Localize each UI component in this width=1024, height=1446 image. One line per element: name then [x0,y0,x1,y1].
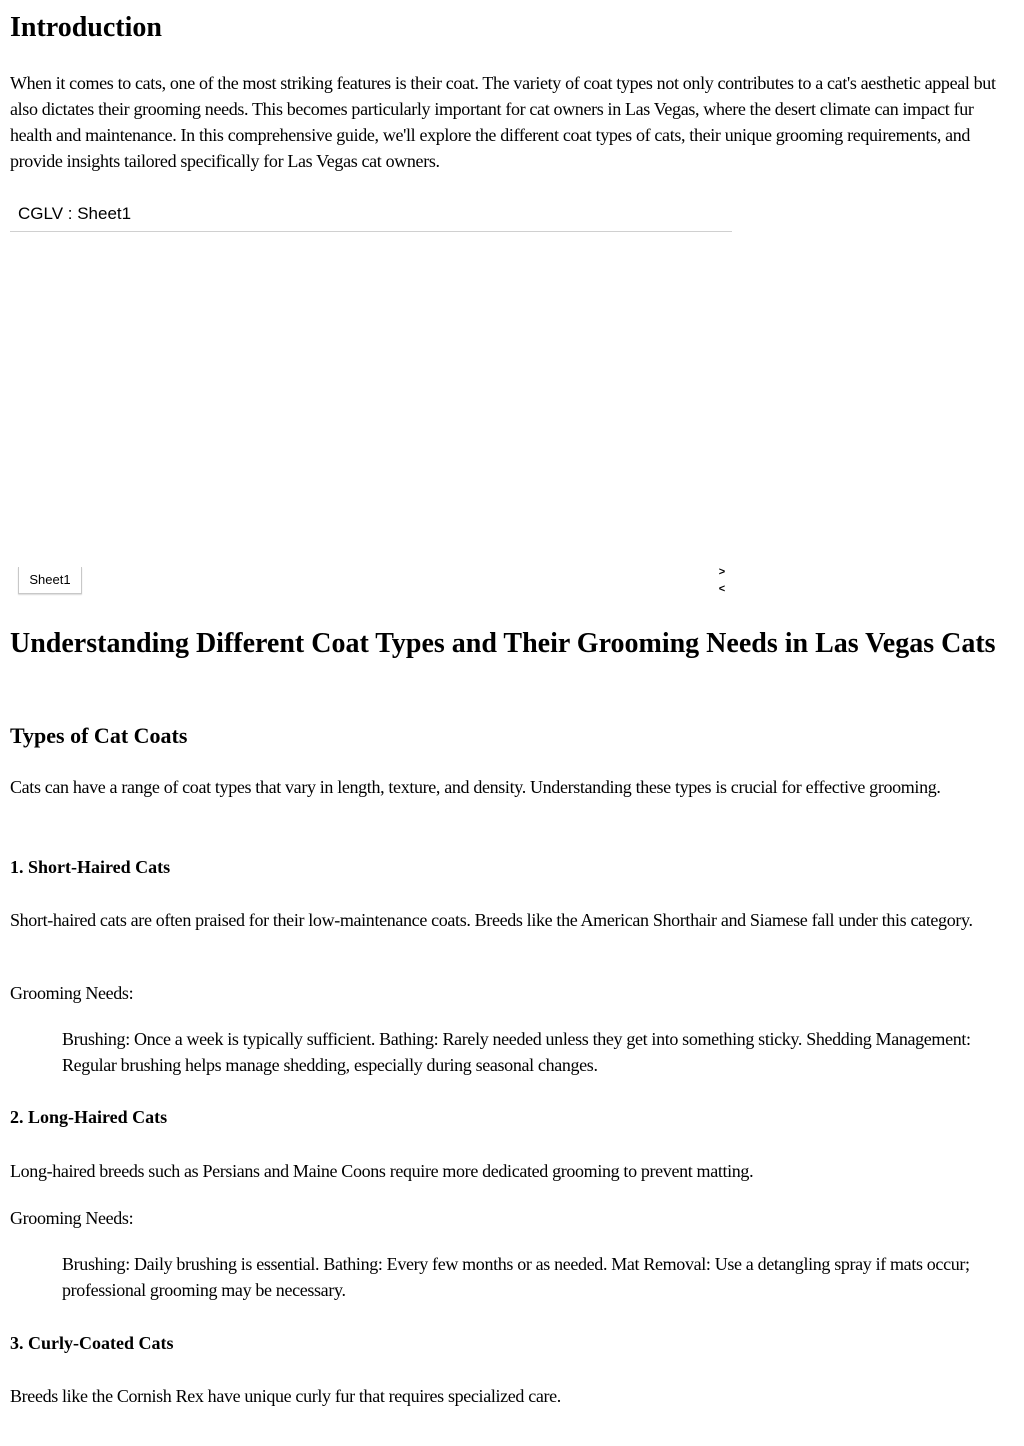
prev-sheet-arrow-icon[interactable]: < [718,583,726,595]
types-intro-paragraph: Cats can have a range of coat types that vary in length, texture, and density. Understanding these types is crucial for effective grooming. [10,777,941,797]
section-title-curly-coated: 3. Curly-Coated Cats [10,1333,174,1353]
grooming-needs-long-haired: Brushing: Daily brushing is essential. Bathing: Every few months or as needed. Mat Removal: Use a detangling spray if mats occur; professional grooming may be necessary. [62,1254,970,1300]
types-subheading: Types of Cat Coats [10,723,188,748]
intro-paragraph: When it comes to cats, one of the most striking features is their coat. The variety of coat types not only contributes to a cat's aesthetic appeal but also dictates their grooming needs. This becomes particularly important for cat owners in Las Vegas, where the desert climate can impact fur health and maintenance. In this comprehensive guide, we'll explore the different coat types of cats, their unique grooming requirements, and provide insights tailored specifically for Las Vegas cat owners. [10,73,996,171]
section-title-long-haired: 2. Long-Haired Cats [10,1107,168,1127]
section-description-curly-coated: Breeds like the Cornish Rex have unique curly fur that requires specialized care. [10,1386,561,1406]
section-description-long-haired: Long-haired breeds such as Persians and Maine Coons require more dedicated grooming to prevent matting. [10,1161,754,1181]
main-heading: Understanding Different Coat Types and Their Grooming Needs in Las Vegas Cats [10,628,996,659]
next-sheet-arrow-icon[interactable]: > [718,566,726,578]
sheet-divider [10,231,732,232]
grooming-needs-label: Grooming Needs: [10,983,134,1003]
grooming-needs-short-haired: Brushing: Once a week is typically sufficient. Bathing: Rarely needed unless they get into something sticky. Shedding Management: Regular brushing helps manage shedding, especially during seasonal changes. [62,1029,971,1075]
section-description-short-haired: Short-haired cats are often praised for their low-maintenance coats. Breeds like the American Shorthair and Siamese fall under this category. [10,910,973,930]
sheet-title: CGLV : Sheet1 [18,204,132,223]
section-title-short-haired: 1. Short-Haired Cats [10,857,171,877]
grooming-needs-label: Grooming Needs: [10,1208,134,1228]
intro-heading: Introduction [10,12,162,43]
embedded-spreadsheet[interactable] [10,198,732,598]
sheet-tab-sheet1[interactable]: Sheet1 [18,567,82,594]
